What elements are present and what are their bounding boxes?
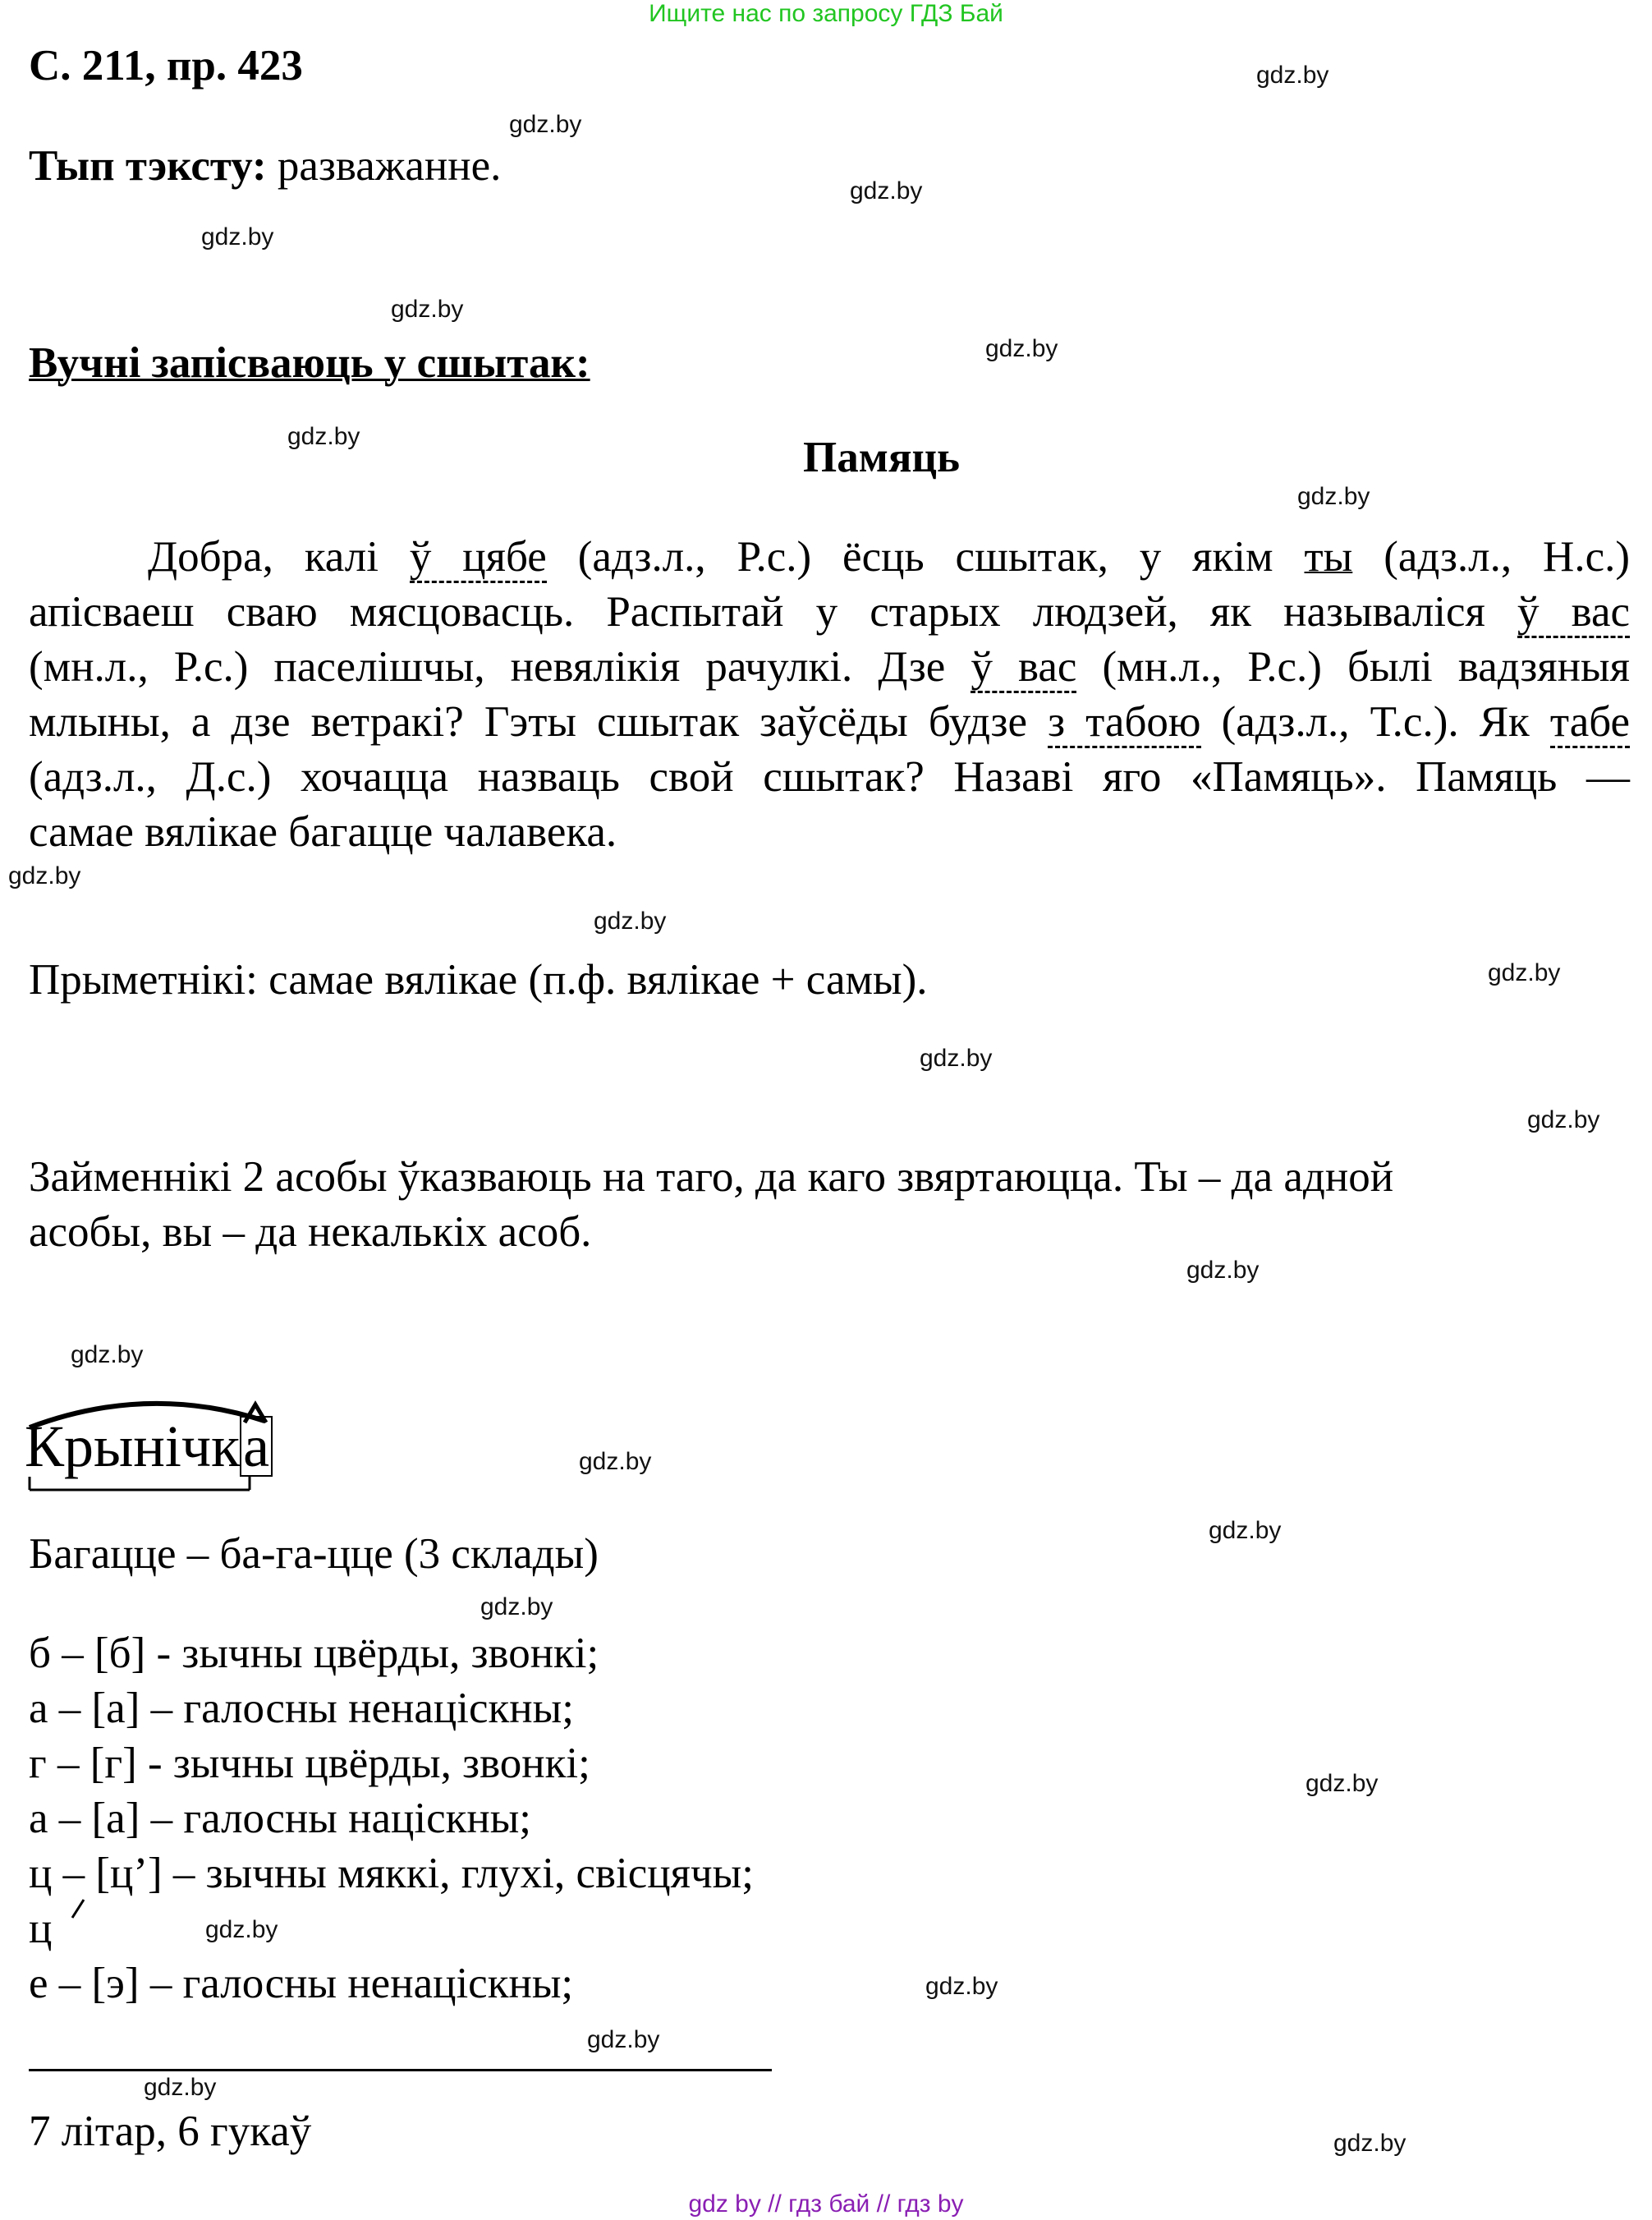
paragraph-line: (мн.л., Р.с.) паселішчы, невялікія рачулкі. Дзе ў вас (мн.л., Р.с.) былі вадзяныя: [29, 640, 1630, 695]
watermark: gdz.by: [201, 223, 274, 250]
text-title: Памяць: [803, 434, 961, 481]
watermark: gdz.by: [71, 1341, 144, 1368]
divider-line: [29, 2069, 772, 2071]
word-analysis: [25, 1413, 273, 1481]
pronoun-underlined: ў вас: [1517, 588, 1630, 638]
paragraph-line: (адз.л., Д.с.) хочацца назваць свой сшытак? Назаві яго «Памяць». Памяць —: [29, 753, 1630, 801]
main-paragraph: [29, 530, 1630, 860]
text-type-value: разважанне.: [266, 142, 502, 190]
phonetic-row: а – [а] – галосны націскны;: [29, 1795, 532, 1842]
watermark: gdz.by: [144, 2074, 217, 2101]
watermark: gdz.by: [985, 335, 1058, 362]
pronoun-underlined: ты: [1304, 533, 1353, 581]
paragraph-line: апісваеш сваю мясцовасць. Распытай у старых людзей, як называліся ў вас: [29, 585, 1630, 640]
watermark: gdz.by: [1527, 1106, 1600, 1133]
watermark: gdz.by: [1256, 62, 1329, 89]
watermark: gdz.by: [391, 296, 464, 323]
watermark: gdz.by: [1186, 1257, 1260, 1284]
word-stem: Крынічк: [25, 1413, 241, 1479]
syllables-line: Багацце – ба-га-цце (3 склады): [29, 1530, 599, 1578]
phonetic-row: а – [а] – галосны ненацiскны;: [29, 1685, 574, 1732]
text-type-line: [29, 141, 501, 191]
phonetic-row: ц: [29, 1905, 53, 1952]
watermark: gdz.by: [205, 1916, 278, 1943]
notebook-heading: Вучні запісваюць у сшытак:: [29, 339, 590, 387]
watermark: gdz.by: [594, 908, 667, 935]
phonetic-row: ц – [ц’] – зычны мяккі, глухі, свiсцячы;: [29, 1850, 754, 1897]
pronoun-underlined: з табою: [1048, 698, 1200, 748]
pronouns-line: Займеннікі 2 асобы ўказваюць на таго, да каго звяртаюцца. Ты – да адной: [29, 1153, 1394, 1201]
letters-sounds-summary: 7 літар, 6 гукаў: [29, 2107, 312, 2155]
watermark: gdz.by: [850, 177, 923, 205]
pronoun-underlined: ў цябе: [410, 533, 547, 583]
watermark: gdz.by: [579, 1448, 652, 1475]
watermark: gdz.by: [1297, 483, 1370, 510]
watermark: gdz.by: [587, 2026, 660, 2053]
phonetic-row: б – [б] - зычны цвёрды, звонкі;: [29, 1629, 599, 1677]
phonetic-row: г – [г] - зычны цвёрды, звонкі;: [29, 1740, 590, 1787]
watermark: gdz.by: [1333, 2130, 1406, 2157]
pronouns-note: [29, 1150, 1393, 1260]
watermark: gdz.by: [925, 1973, 998, 2000]
pronoun-underlined: ў вас: [971, 643, 1076, 693]
search-banner: Ищите нас по запросу ГДЗ Бай: [649, 0, 1003, 27]
paragraph-line: самае вялікае багацце чалавека.: [29, 808, 617, 856]
watermark: gdz.by: [920, 1045, 993, 1072]
page-title: С. 211, пр. 423: [29, 42, 303, 90]
watermark: gdz.by: [1488, 959, 1561, 986]
watermark: gdz.by: [8, 862, 81, 889]
watermark: gdz.by: [480, 1593, 553, 1620]
watermark: gdz.by: [509, 111, 582, 138]
adjectives-note: Прыметнікі: самае вялікае (п.ф. вялікае + самы).: [29, 956, 928, 1004]
phonetic-row: е – [э] – галосны ненацiскны;: [29, 1960, 574, 2007]
watermark: gdz.by: [1209, 1517, 1282, 1544]
phonetic-analysis: [29, 1626, 754, 2011]
pronouns-line: асобы, вы – да некалькіх асоб.: [29, 1208, 592, 1256]
paragraph-line: млыны, а дзе ветракі? Гэты сшытак заўсёды будзе з табою (адз.л., Т.с.). Як табе: [29, 695, 1630, 750]
softness-mark: [66, 1893, 99, 1926]
watermark: gdz.by: [1306, 1770, 1379, 1797]
text-type-label: Тып тэксту:: [29, 142, 267, 190]
paragraph-line: Добра, калі ў цябе (адз.л., Р.с.) ёсць сшытак, у якім ты (адз.л., Н.с.): [29, 530, 1630, 585]
pronoun-underlined: табе: [1550, 698, 1630, 748]
watermark: gdz.by: [287, 423, 360, 450]
footer-banner: gdz by // гдз бай // гдз by: [688, 2190, 964, 2218]
word-ending: а: [240, 1416, 273, 1477]
